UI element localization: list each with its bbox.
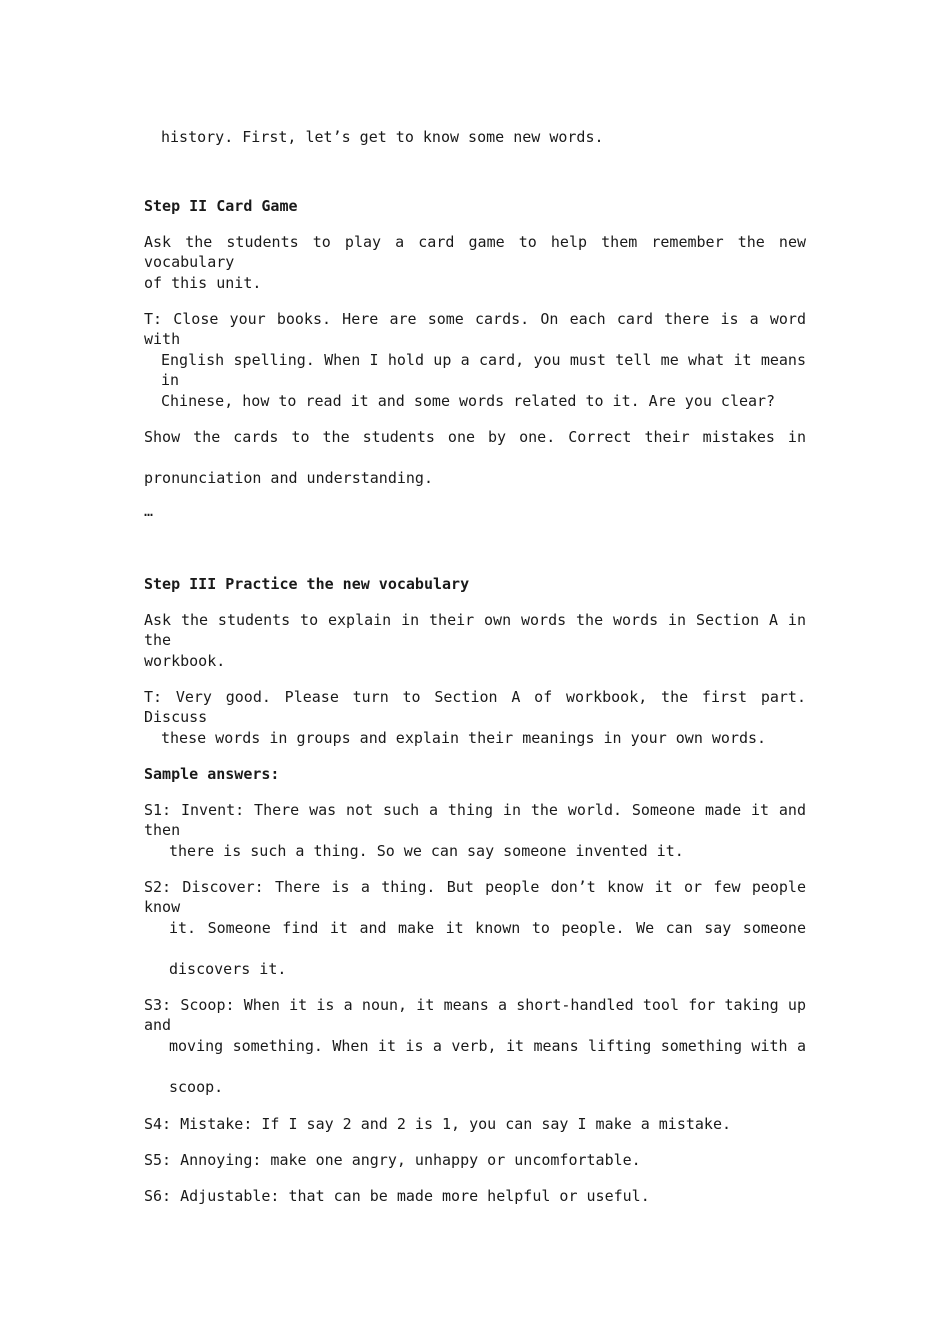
step2-show-line-1: Show the cards to the students one by one. Correct their mistakes in xyxy=(144,428,806,446)
step2-instruction-line-1: Ask the students to play a card game to help them remember the new vocabulary xyxy=(144,233,806,271)
step2-show-line-2: pronunciation and understanding. xyxy=(144,469,433,487)
s2-line-1: S2: Discover: There is a thing. But people don’t know it or few people know xyxy=(144,878,806,916)
step2-teacher-line-3: Chinese, how to read it and some words related to it. Are you clear? xyxy=(161,392,776,410)
step3-instruction-line-1: Ask the students to explain in their own words the words in Section A in the xyxy=(144,611,806,649)
step2-teacher-line-2: English spelling. When I hold up a card, you must tell me what it means in xyxy=(161,351,806,389)
s1-line-1: S1: Invent: There was not such a thing in the world. Someone made it and then xyxy=(144,801,806,839)
s2-line-2: it. Someone find it and make it known to people. We can say someone xyxy=(169,919,806,937)
ellipsis: … xyxy=(144,502,154,520)
step3-heading: Step III Practice the new vocabulary xyxy=(144,575,470,593)
sample-answers-heading: Sample answers: xyxy=(144,765,280,783)
s2-line-3: discovers it. xyxy=(169,960,287,978)
s1-line-2: there is such a thing. So we can say someone invented it. xyxy=(169,842,684,860)
step2-instruction-line-2: of this unit. xyxy=(144,274,262,292)
s4-line: S4: Mistake: If I say 2 and 2 is 1, you can say I make a mistake. xyxy=(144,1115,731,1133)
step3-teacher-line-2: these words in groups and explain their meanings in your own words. xyxy=(161,729,767,747)
s6-line: S6: Adjustable: that can be made more helpful or useful. xyxy=(144,1187,650,1205)
s3-line-1: S3: Scoop: When it is a noun, it means a short-handled tool for taking up and xyxy=(144,996,806,1034)
step3-teacher-line-1: T: Very good. Please turn to Section A of workbook, the first part. Discuss xyxy=(144,688,806,726)
s3-line-2: moving something. When it is a verb, it means lifting something with a xyxy=(169,1037,806,1055)
intro-line: history. First, let’s get to know some new words. xyxy=(161,128,604,146)
s5-line: S5: Annoying: make one angry, unhappy or uncomfortable. xyxy=(144,1151,641,1169)
step2-heading: Step II Card Game xyxy=(144,197,298,215)
s3-line-3: scoop. xyxy=(169,1078,224,1096)
step2-teacher-line-1: T: Close your books. Here are some cards. On each card there is a word with xyxy=(144,310,806,348)
step3-instruction-line-2: workbook. xyxy=(144,652,226,670)
